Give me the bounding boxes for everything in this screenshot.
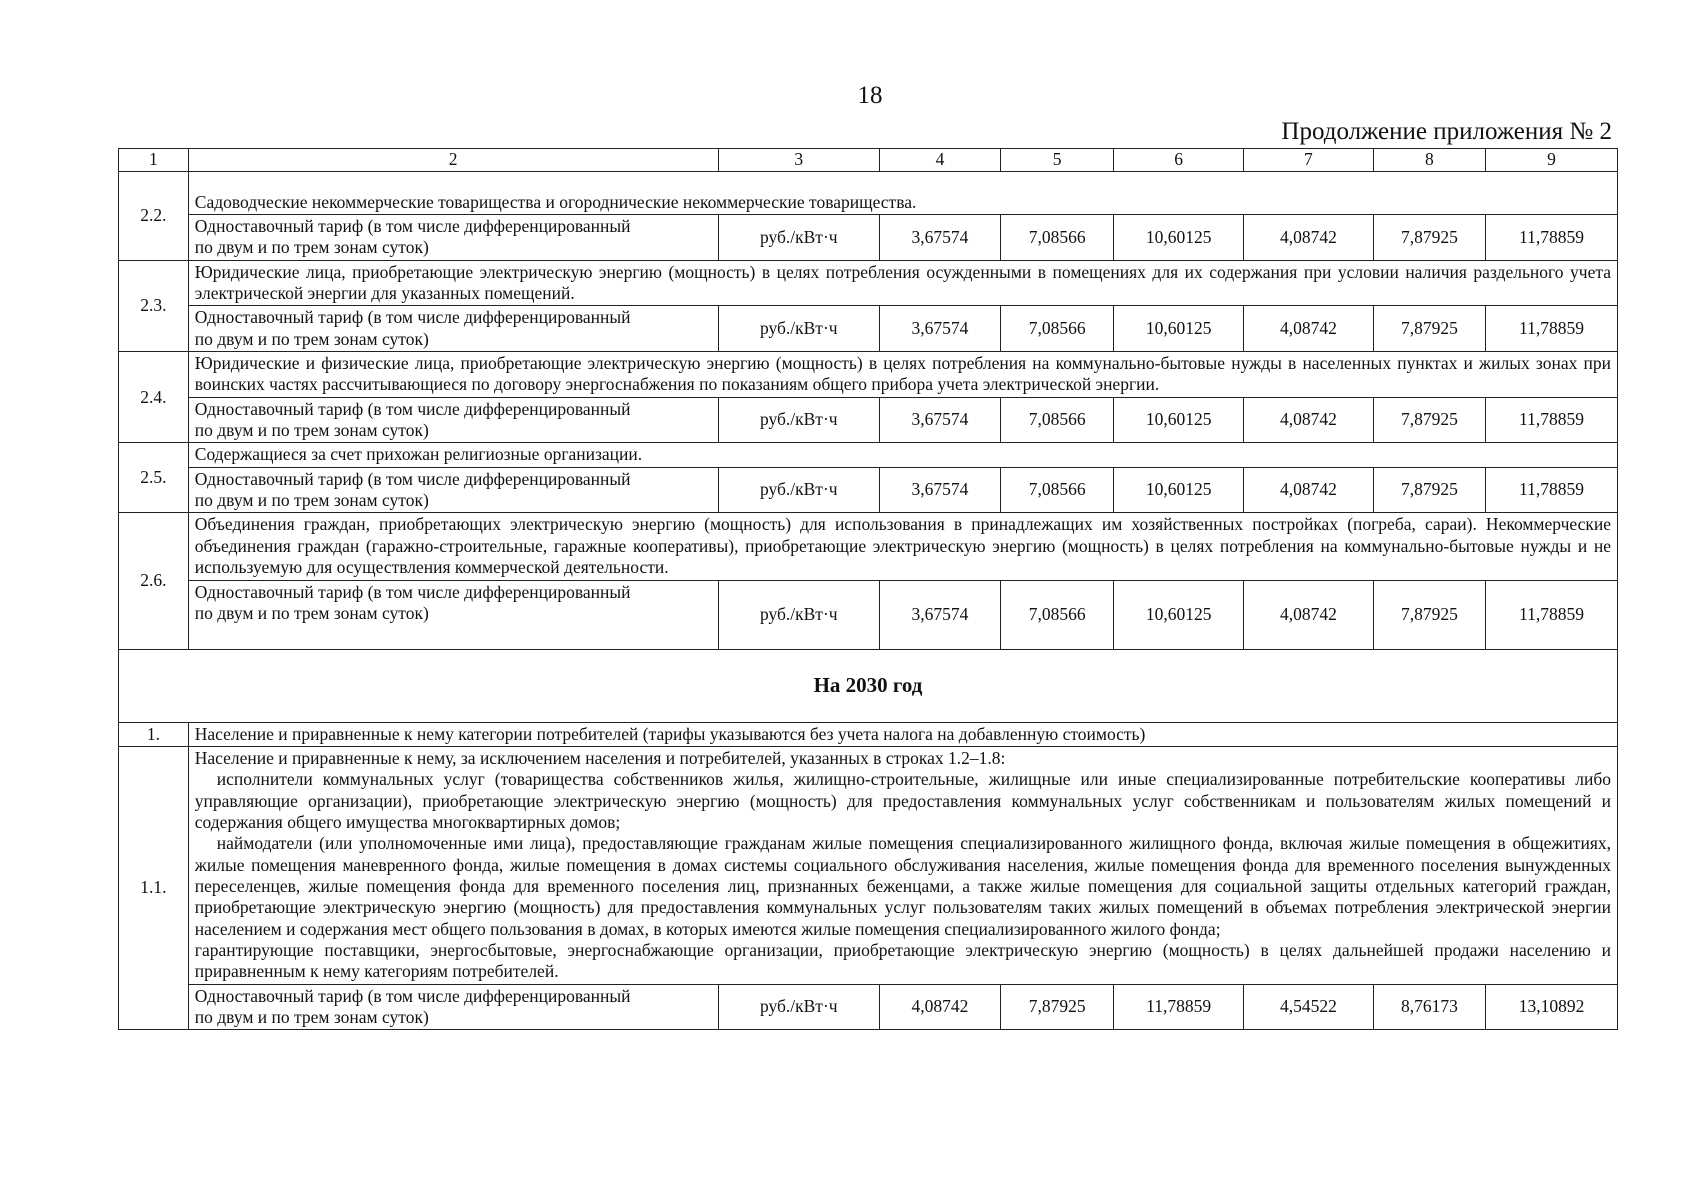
header-cell: 7 [1244, 149, 1374, 172]
tariff-label [188, 215, 718, 261]
tariff-label-line: Одноставочный тариф (в том числе дифференцированный [194, 216, 631, 236]
value-cell: 10,60125 [1114, 467, 1244, 513]
tariff-label [188, 306, 718, 352]
tariff-label-line: по двум и по трем зонам суток) [194, 328, 429, 349]
category-row [119, 746, 1618, 984]
value-cell: 7,87925 [1373, 467, 1485, 513]
tariff-label-line: по двум и по трем зонам суток) [194, 237, 429, 258]
category-description [188, 746, 1617, 984]
unit-cell: руб./кВт·ч [718, 984, 879, 1030]
value-cell: 10,60125 [1114, 306, 1244, 352]
value-cell: 4,08742 [1244, 306, 1374, 352]
value-cell: 7,87925 [1373, 397, 1485, 443]
category-row [119, 260, 1618, 306]
section-title: На 2030 год [119, 649, 1618, 722]
tariff-row [119, 467, 1618, 513]
value-cell: 8,76173 [1373, 984, 1485, 1030]
value-cell: 10,60125 [1114, 215, 1244, 261]
value-cell: 7,08566 [1000, 467, 1113, 513]
row-number: 2.3. [119, 260, 189, 351]
tariff-label-line: по двум и по трем зонам суток) [194, 490, 429, 511]
section-row [119, 649, 1618, 722]
description-paragraph: наймодатели (или уполномоченные ими лица), предоставляющие гражданам жилые помещения специализированного жилищного фонда, включая жилые помещения в общежитиях, жилые помещения маневренного фонда, жилые помещения в домах системы социального обслуживания населения, жилые помещения фонда для временного поселения вынужденных переселенцев, жилые помещения фонда для временного поселения лиц, признанных беженцами, а также жилые помещения для социальной защиты отдельных категорий граждан, приобретающие электрическую энергию (мощность) для предоставления коммунальных услуг пользователям таких жилых помещений в объемах потребления электрической энергии населением и содержания мест общего пользования в домах, в которых имеются жилые помещения специализированного жилого фонда; [194, 833, 1611, 939]
header-cell: 9 [1486, 149, 1618, 172]
value-cell: 7,08566 [1000, 580, 1113, 649]
header-cell: 2 [188, 149, 718, 172]
description-paragraph: Население и приравненные к нему, за исключением населения и потребителей, указанных в строках 1.2–1.8: [194, 747, 1006, 768]
value-cell: 3,67574 [879, 580, 1000, 649]
header-cell: 5 [1000, 149, 1113, 172]
value-cell: 11,78859 [1486, 397, 1618, 443]
header-row [119, 149, 1618, 172]
tariff-label-line: по двум и по трем зонам суток) [194, 1006, 429, 1027]
tariff-label-line: Одноставочный тариф (в том числе дифференцированный [194, 307, 631, 328]
value-cell: 7,08566 [1000, 215, 1113, 261]
row-number: 1. [119, 722, 189, 746]
value-cell: 10,60125 [1114, 397, 1244, 443]
tariff-row [119, 580, 1618, 649]
category-description: Юридические лица, приобретающие электрическую энергию (мощность) в целях потребления осужденными в помещениях для их содержания при условии наличия раздельного учета электрической энергии для указанных помещений. [188, 260, 1617, 306]
value-cell: 7,87925 [1000, 984, 1113, 1030]
tariff-label-line: Одноставочный тариф (в том числе дифференцированный [194, 398, 631, 419]
tariff-row [119, 215, 1618, 261]
unit-cell: руб./кВт·ч [718, 306, 879, 352]
row-number: 1.1. [119, 746, 189, 1029]
tariff-row [119, 397, 1618, 443]
tariff-label-line: по двум и по трем зонам суток) [194, 602, 429, 623]
unit-cell: руб./кВт·ч [718, 215, 879, 261]
row-number: 2.5. [119, 443, 189, 513]
value-cell: 7,08566 [1000, 306, 1113, 352]
description-paragraph: гарантирующие поставщики, энергосбытовые, энергоснабжающие организации, приобретающие электрическую энергию (мощность) в целях дальнейшей продажи населению и приравненным к нему категориям потребителей. [194, 939, 1611, 982]
category-row [119, 722, 1618, 746]
tariff-label-line: по двум и по трем зонам суток) [194, 420, 429, 441]
value-cell: 4,08742 [1244, 580, 1374, 649]
value-cell: 11,78859 [1486, 580, 1618, 649]
category-row [119, 513, 1618, 580]
category-row [119, 352, 1618, 398]
tariff-label-line: Одноставочный тариф (в том числе дифференцированный [194, 468, 631, 489]
header-cell: 8 [1373, 149, 1485, 172]
category-description: Содержащиеся за счет прихожан религиозные организации. [188, 443, 1617, 467]
header-cell: 1 [119, 149, 189, 172]
value-cell: 4,08742 [1244, 397, 1374, 443]
value-cell: 4,08742 [1244, 467, 1374, 513]
value-cell: 7,08566 [1000, 397, 1113, 443]
tariff-label [188, 580, 718, 649]
value-cell: 4,08742 [879, 984, 1000, 1030]
tariff-label [188, 984, 718, 1030]
value-cell: 10,60125 [1114, 580, 1244, 649]
value-cell: 7,87925 [1373, 306, 1485, 352]
value-cell: 3,67574 [879, 215, 1000, 261]
value-cell: 11,78859 [1486, 215, 1618, 261]
page-number: 18 [857, 82, 883, 109]
header-cell: 4 [879, 149, 1000, 172]
value-cell: 3,67574 [879, 397, 1000, 443]
value-cell: 7,87925 [1373, 215, 1485, 261]
value-cell: 4,54522 [1244, 984, 1374, 1030]
tariff-label [188, 397, 718, 443]
category-row [119, 172, 1618, 215]
category-row [119, 443, 1618, 467]
tariff-label-line: Одноставочный тариф (в том числе дифференцированный [194, 985, 631, 1006]
unit-cell: руб./кВт·ч [718, 467, 879, 513]
value-cell: 3,67574 [879, 306, 1000, 352]
tariff-table [118, 148, 1618, 1030]
tariff-row [119, 306, 1618, 352]
unit-cell: руб./кВт·ч [718, 580, 879, 649]
value-cell: 3,67574 [879, 467, 1000, 513]
description-paragraph: исполнители коммунальных услуг (товарищества собственников жилья, жилищно-строительные, жилищные или иные специализированные потребительские кооперативы либо управляющие организации), приобретающие электрическую энергию (мощность) для предоставления коммунальных услуг собственникам и пользователям жилых помещений и содержания общего имущества многоквартирных домов; [194, 769, 1611, 832]
header-cell: 6 [1114, 149, 1244, 172]
header-cell: 3 [718, 149, 879, 172]
category-description: Садоводческие некоммерческие товарищества и огороднические некоммерческие товарищества. [188, 172, 1617, 215]
category-description: Юридические и физические лица, приобретающие электрическую энергию (мощность) в целях потребления на коммунально-бытовые нужды в населенных пунктах и жилых зонах при воинских частях рассчитывающиеся по договору энергоснабжения по показаниям общего прибора учета электрической энергии. [188, 352, 1617, 398]
value-cell: 7,87925 [1373, 580, 1485, 649]
value-cell: 11,78859 [1486, 467, 1618, 513]
value-cell: 11,78859 [1114, 984, 1244, 1030]
tariff-label [188, 467, 718, 513]
value-cell: 4,08742 [1244, 215, 1374, 261]
row-number: 2.2. [119, 172, 189, 261]
row-number: 2.4. [119, 352, 189, 443]
row-number: 2.6. [119, 513, 189, 649]
appendix-label: Продолжение приложения № 2 [1281, 118, 1612, 145]
unit-cell: руб./кВт·ч [718, 397, 879, 443]
category-description: Объединения граждан, приобретающих электрическую энергию (мощность) для использования в принадлежащих им хозяйственных постройках (погреба, сараи). Некоммерческие объединения граждан (гаражно-строительные, гаражные кооперативы), приобретающие электрическую энергию (мощность) в целях потребления на коммунально-бытовые нужды и не используемую для осуществления коммерческой деятельности. [188, 513, 1617, 580]
tariff-row [119, 984, 1618, 1030]
tariff-label-line: Одноставочный тариф (в том числе дифференцированный [194, 581, 631, 602]
category-description: Население и приравненные к нему категории потребителей (тарифы указываются без учета налога на добавленную стоимость) [188, 722, 1617, 746]
value-cell: 11,78859 [1486, 306, 1618, 352]
value-cell: 13,10892 [1486, 984, 1618, 1030]
